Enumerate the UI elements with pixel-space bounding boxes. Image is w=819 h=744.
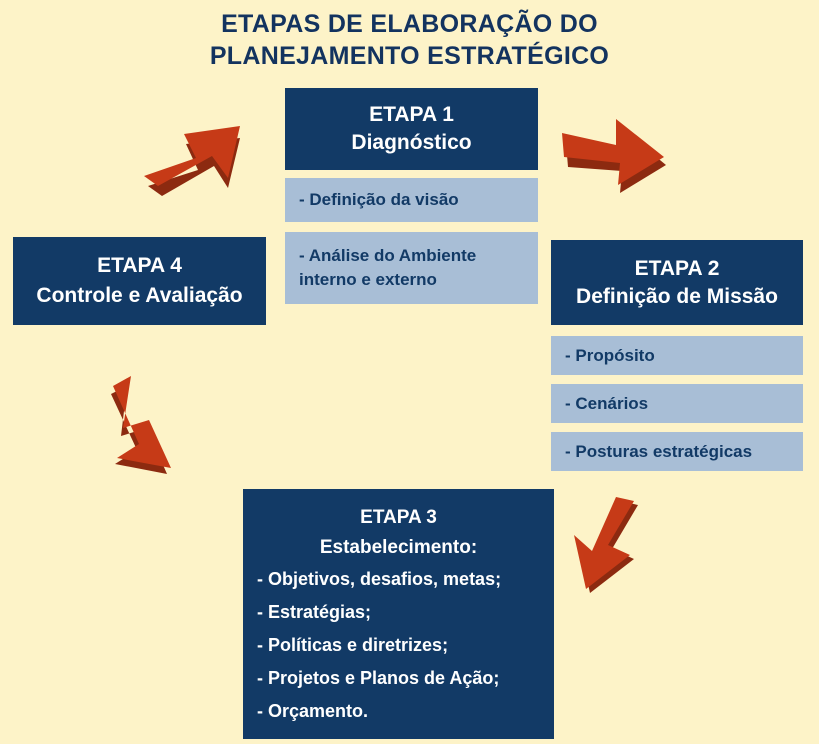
stage-2-item-2[interactable]	[551, 384, 803, 423]
stage-3-box[interactable]	[243, 489, 554, 739]
page-title-line-1: ETAPAS DE ELABORAÇÃO DO	[221, 10, 598, 38]
page-title	[0, 8, 819, 72]
stage-2-item-1[interactable]	[551, 336, 803, 375]
stage-1-item-2[interactable]	[285, 232, 538, 304]
arrow-stage1-to-stage2	[558, 105, 673, 200]
stage-1-box[interactable]	[285, 88, 538, 170]
stage-1-item-1-label: - Definição da visão	[299, 190, 459, 209]
stage-2-item-3[interactable]	[551, 432, 803, 471]
stage-2-title: ETAPA 2	[634, 256, 720, 280]
stage-3-subtitle: Estabelecimento:	[319, 537, 478, 558]
stage-3-item-4: - Projetos e Planos de Ação;	[257, 668, 500, 688]
stage-1-title: ETAPA 1	[369, 103, 454, 126]
stage-4-subtitle: Controle e Avaliação	[36, 284, 243, 307]
arrow-stage4-to-stage1	[140, 108, 260, 198]
stage-4-title: ETAPA 4	[97, 254, 182, 277]
stage-2-item-1-label: - Propósito	[565, 345, 655, 365]
stage-3-item-1: - Objetivos, desafios, metas;	[257, 569, 502, 589]
stage-2-item-3-label: - Posturas estratégicas	[565, 441, 753, 461]
page-title-line-2: PLANEJAMENTO ESTRATÉGICO	[209, 42, 610, 70]
stage-3-item-3: - Políticas e diretrizes;	[257, 635, 449, 655]
stage-1-item-1[interactable]	[285, 178, 538, 222]
stage-1-item-2-label: - Análise do Ambiente interno e externo	[299, 246, 477, 289]
stage-4-box[interactable]	[13, 237, 266, 325]
stage-3-item-2: - Estratégias;	[257, 602, 372, 622]
stage-2-box[interactable]	[551, 240, 803, 325]
stage-1-subtitle: Diagnóstico	[351, 131, 472, 154]
stage-3-title: ETAPA 3	[360, 507, 437, 528]
stage-3-item-5: - Orçamento.	[257, 701, 369, 721]
arrow-stage3-to-stage4	[105, 370, 210, 480]
stage-2-item-2-label: - Cenários	[565, 393, 649, 413]
arrow-stage2-to-stage3	[572, 497, 677, 602]
stage-2-subtitle: Definição de Missão	[576, 284, 778, 308]
